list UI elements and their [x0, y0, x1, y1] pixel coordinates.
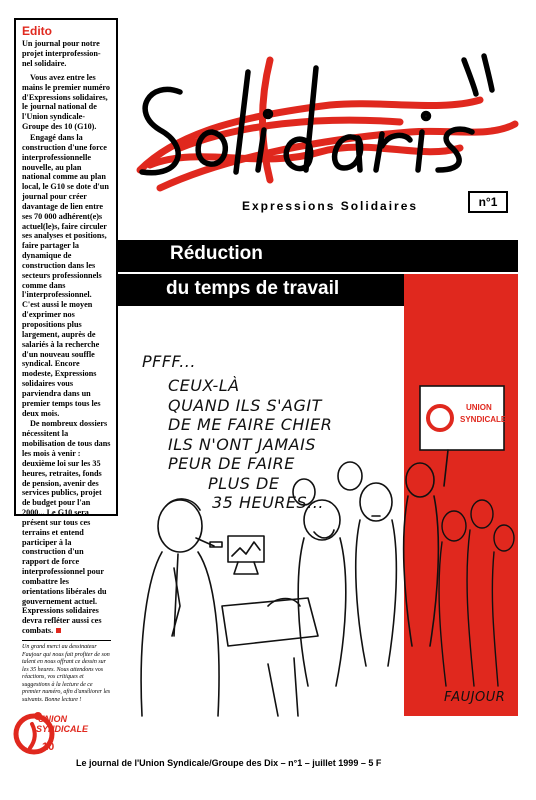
logo-number: 10 [42, 741, 55, 753]
end-mark-icon [56, 628, 61, 633]
speech-line: PEUR DE FAIRE [168, 454, 295, 474]
headline-bar-2 [118, 274, 518, 306]
edito-paragraph-3-text: De nombreux dossiers nécessitent la mobilisation de tous dans les mois à venir : deuxième loi sur les 35 heures, retraites, fonds de pension, avenir des services publics, projet de budget pour l'an 2000... Le G10 sera présent sur tous ces terrains et entend participer à la construction d'un rapport de force interprofessionnel pour combattre les orientations libérales du gouvernement actuel. Expressions solidaires devra refléter aussi ces combats. [22, 419, 111, 636]
speech-bubble-2 [168, 376, 388, 513]
headline-line-2: du temps de travail [166, 278, 340, 299]
speech-line: QUAND ILS S'AGIT [168, 395, 322, 415]
cartoonist-signature: FAUJOUR [444, 690, 506, 705]
speech-line: PLUS DE [208, 473, 280, 493]
edito-footnote: Un grand merci au dessinateur Faujour qui nous fait profiter de son talent en nous offrant ce dessin sur les 35 heures. Nous attendons vos réactions, vos critiques et suggestions à la lecture de ce premier numéro, afin d'améliorer les suivants. Bonne lecture ! [22, 640, 111, 704]
union-syndicale-logo [12, 706, 89, 760]
edito-lead: Un journal pour notre projet interprofession-nel solidaire. [22, 39, 101, 69]
crowd-on-red [439, 500, 514, 686]
headline-bar-1 [118, 240, 518, 272]
speech-line: CEUX-LÀ [168, 376, 240, 395]
masthead-red-scribble [140, 60, 515, 188]
edito-heading: Edito [22, 24, 52, 38]
speech-line: 35 HEURES... [212, 493, 324, 513]
headline-line-1: Réduction [170, 243, 263, 264]
masthead-logo [120, 20, 520, 210]
speech-line: ILS N'ONT JAMAIS [168, 434, 316, 454]
logo-text-2: SYNDICALE [36, 724, 89, 734]
edito-paragraph-1: Vous avez entre les mains le premier numéro d'Expressions solidaires, le journal national de l'Union syndicale-Groupe des 10 (G10). [22, 72, 111, 132]
masthead-subtitle: Expressions Solidaires [242, 199, 419, 213]
headline-bar-2-red [404, 274, 518, 306]
sign-text-2: SYNDICALE [460, 415, 507, 424]
cartoon-illustration [118, 306, 518, 716]
sign-text-1: UNION [466, 403, 492, 412]
logo-text-1: UNION [38, 714, 67, 724]
speech-line: DE ME FAIRE CHIER [168, 415, 333, 435]
edito-paragraph-3 [22, 419, 111, 636]
edito-box [14, 18, 118, 703]
issue-number-badge: n°1 [468, 191, 508, 213]
footer-caption: Le journal de l'Union Syndicale/Groupe des Dix – n°1 – juillet 1999 – 5 F [76, 758, 382, 768]
speech-bubble-1: PFFF... [142, 352, 196, 371]
edito-paragraph-2: Engagé dans la construction d'une force interprofessionnelle nouvelle, au plan national comme au plan local, le G10 se dote d'un journal pour créer davantage de lien entre ses 70 000 adhérent(e)s actuel(le)s, faire circuler ses analyses et positions, faire partager la dynamique de construction dans les secteurs professionnels comme dans l'interprofessionnel. C'est aussi le moyen d'exprimer nos propositions plus largement, auprès de salariés à la recherche d'un nouveau souffle syndical. Encore modeste, Expressions solidaires vous parviendra dans un premier temps tous les deux mois. [22, 132, 109, 418]
